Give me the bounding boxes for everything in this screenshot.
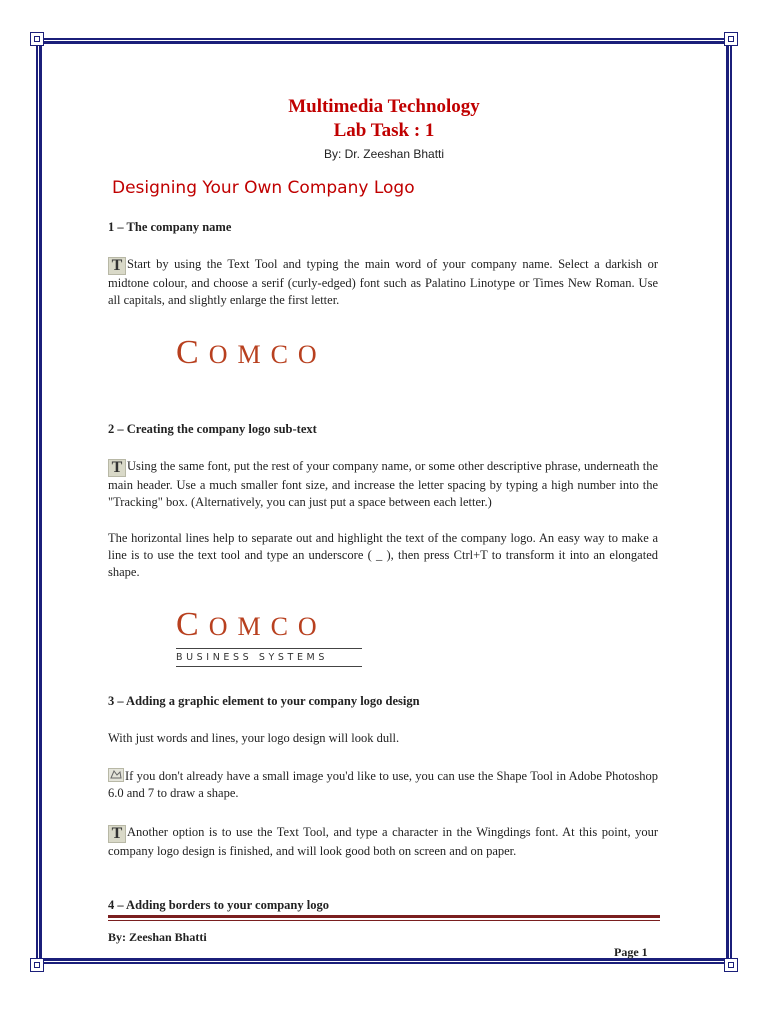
section-title: 1 – The company name [108, 220, 232, 234]
paragraph-text: If you don't already have a small image you'd like to use, you can use the Shape Tool in Adobe Photoshop 6.0 and 7 to draw a shape. [108, 769, 658, 800]
footer-rule [108, 915, 660, 918]
page-number: Page 1 [614, 945, 648, 959]
section-title: 2 – Creating the company logo sub-text [108, 422, 317, 436]
paragraph [108, 730, 658, 747]
section-title: 4 – Adding borders to your company logo [108, 898, 329, 912]
logo-divider-line [176, 666, 362, 667]
paragraph [108, 458, 658, 511]
paragraph [108, 824, 658, 860]
paragraph-text: Start by using the Text Tool and typing the main word of your company name. Select a darkish or midtone colour, and choose a serif (curly-edged) font such as Palatino Linotype or Times New Roman. Use all capitals, and slightly enlarge the first letter. [108, 257, 658, 307]
document-title: Multimedia Technology [288, 96, 480, 117]
section-heading: Designing Your Own Company Logo [112, 178, 415, 198]
paragraph [108, 768, 658, 802]
border-corner-ornament [724, 958, 738, 972]
logo-rest: OMCO [208, 612, 327, 641]
text-tool-icon: T [108, 257, 126, 275]
author-byline: By: Dr. Zeeshan Bhatti [323, 147, 445, 161]
logo-initial: C [176, 334, 209, 371]
border-corner-ornament [30, 32, 44, 46]
paragraph-text: With just words and lines, your logo design will look dull. [108, 731, 400, 745]
company-logo-2 [176, 606, 327, 644]
logo-subtext-block [176, 648, 362, 667]
paragraph [108, 530, 658, 581]
text-tool-icon: T [108, 459, 126, 477]
paragraph-text: The horizontal lines help to separate out and highlight the text of the company logo. An easy way to make a line is to use the text tool and type an underscore ( _ ), then press Ctrl+T to transform it into an elongated shape. [108, 531, 658, 579]
footer-rule [108, 920, 660, 921]
section-title: 3 – Adding a graphic element to your company logo design [108, 694, 420, 708]
paragraph-text: Using the same font, put the rest of your company name, or some other descriptive phrase, underneath the main header. Use a much smaller font size, and increase the letter spacing by typing a high number into the "Tracking" box. (Alternatively, you can just put a space between each letter.) [108, 459, 658, 509]
logo-initial: C [176, 606, 209, 643]
border-corner-ornament [30, 958, 44, 972]
document-subtitle: Lab Task : 1 [333, 120, 435, 141]
border-corner-ornament [724, 32, 738, 46]
paragraph-text: Another option is to use the Text Tool, and type a character in the Wingdings font. At this point, your company logo design is finished, and will look good both on screen and on paper. [108, 825, 658, 858]
footer-author: By: Zeeshan Bhatti [108, 930, 207, 944]
logo-rest: OMCO [208, 340, 327, 369]
company-logo-1 [176, 334, 327, 372]
logo-subtext: BUSINESS SYSTEMS [176, 652, 328, 663]
text-tool-icon: T [108, 825, 126, 843]
paragraph [108, 256, 658, 309]
shape-tool-icon [108, 768, 124, 782]
